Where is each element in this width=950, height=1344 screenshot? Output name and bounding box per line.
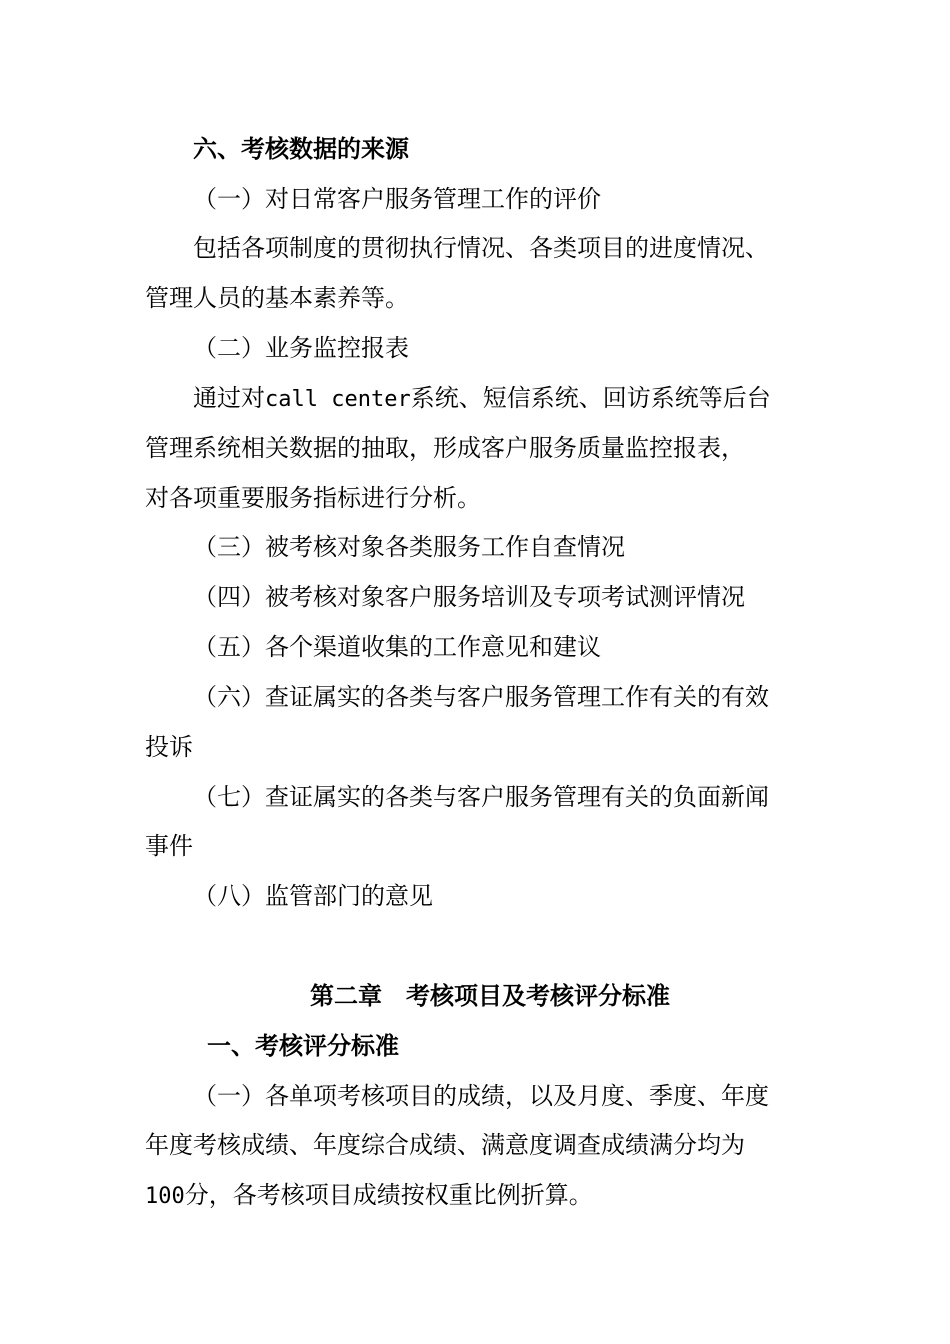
- list-item-7: （七）查证属实的各类与客户服务管理有关的负面新闻: [193, 783, 769, 811]
- paragraph-line: [145, 1180, 815, 1212]
- list-item-2: （二）业务监控报表: [193, 334, 409, 362]
- list-item-7-continuation: 事件: [145, 832, 193, 860]
- list-item-1: （一）各单项考核项目的成绩，以及月度、季度、年度: [193, 1082, 769, 1110]
- paragraph-line: 管理人员的基本素养等。: [145, 284, 409, 312]
- paragraph-line: [193, 383, 863, 415]
- paragraph-text: 通过对: [193, 384, 265, 412]
- list-item-8: （八）监管部门的意见: [193, 882, 433, 910]
- list-item-6-continuation: 投诉: [145, 733, 193, 761]
- paragraph-text: 系统、短信系统、回访系统等后台: [410, 384, 771, 412]
- chapter-title: 第二章 考核项目及考核评分标准: [310, 982, 670, 1010]
- paragraph-number: 100: [145, 1184, 185, 1209]
- paragraph-line: 包括各项制度的贯彻执行情况、各类项目的进度情况、: [193, 234, 769, 262]
- paragraph-line: 年度考核成绩、年度综合成绩、满意度调查成绩满分均为: [145, 1131, 745, 1159]
- list-item-4: （四）被考核对象客户服务培训及专项考试测评情况: [193, 583, 745, 611]
- section-heading: 一、考核评分标准: [207, 1032, 399, 1060]
- list-item-3: （三）被考核对象各类服务工作自查情况: [193, 533, 625, 561]
- section-heading: 六、考核数据的来源: [193, 135, 409, 163]
- paragraph-text: 分，各考核项目成绩按权重比例折算。: [184, 1181, 593, 1209]
- list-item-5: （五）各个渠道收集的工作意见和建议: [193, 633, 601, 661]
- paragraph-code-text: call center: [265, 387, 411, 412]
- paragraph-line: 对各项重要服务指标进行分析。: [145, 484, 481, 512]
- list-item-6: （六）查证属实的各类与客户服务管理工作有关的有效: [193, 683, 769, 711]
- list-item-1: （一）对日常客户服务管理工作的评价: [193, 185, 601, 213]
- paragraph-line: 管理系统相关数据的抽取，形成客户服务质量监控报表，: [145, 434, 745, 462]
